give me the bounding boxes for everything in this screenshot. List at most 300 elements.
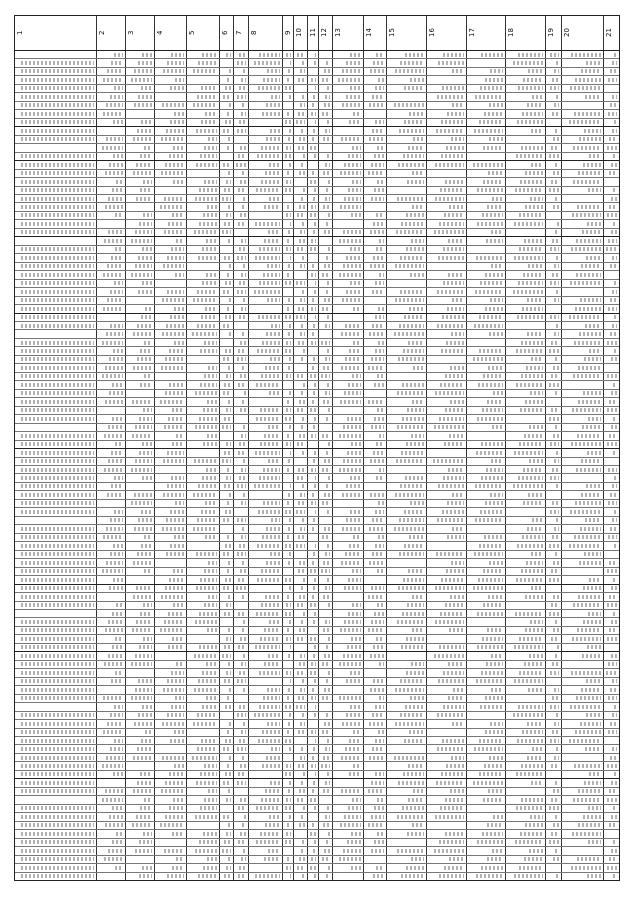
cell-content [555,654,560,658]
cell-content [301,197,305,201]
cell-content [102,569,123,573]
cell-content [314,188,316,192]
cell-content [492,425,504,429]
cell-content [303,612,305,616]
cell-content [21,95,94,99]
cell-content [259,281,280,285]
cell-content [409,112,424,116]
cell-content [350,510,361,514]
cell-content [21,823,94,827]
cell-content [402,612,424,616]
cell-content [351,637,361,641]
cell-content [407,408,424,412]
cell-content [302,61,305,65]
cell-content [265,595,280,599]
cell-content [394,103,424,107]
cell-content [298,146,306,150]
cell-content [322,112,331,116]
row-divider [15,550,619,551]
cell-content [312,400,316,404]
cell-content [104,662,123,666]
cell-content [612,713,617,717]
row-divider [15,728,619,729]
cell-content [315,772,316,776]
cell-content [270,552,280,556]
cell-content [266,332,280,336]
row-divider [15,770,619,771]
cell-content [371,849,385,853]
cell-content [141,86,152,90]
cell-content [611,849,617,853]
cell-content [371,197,385,201]
cell-content [377,374,384,378]
cell-content [206,662,216,666]
cell-content [444,213,464,217]
cell-content [161,366,184,370]
cell-content [167,61,184,65]
cell-content [21,857,94,861]
cell-content [322,857,330,861]
cell-content [479,315,503,319]
cell-content [222,849,231,853]
cell-content [227,764,232,768]
cell-content [199,645,217,649]
cell-content [299,628,305,632]
cell-content [203,832,217,836]
cell-content [570,281,601,285]
cell-content [205,307,217,311]
cell-content [439,222,464,226]
cell-content [327,154,331,158]
cell-content [589,772,601,776]
cell-content [611,620,617,624]
cell-content [140,806,152,810]
cell-content [225,578,232,582]
cell-content [342,69,361,73]
cell-content [312,264,316,268]
cell-content [347,645,361,649]
cell-content [172,213,184,217]
row-divider [15,846,619,847]
cell-content [444,442,464,446]
cell-content [583,586,600,590]
cell-content [576,239,600,243]
cell-content [570,705,601,709]
cell-content [342,298,361,302]
cell-content [264,857,280,861]
cell-content [299,823,305,827]
cell-content [223,518,231,522]
cell-content [325,129,330,133]
cell-content [582,654,601,658]
cell-content [21,789,94,793]
cell-content [208,137,216,141]
cell-content [403,772,424,776]
cell-content [582,425,601,429]
cell-content [228,789,231,793]
row-divider [15,101,619,102]
cell-content [239,120,246,124]
cell-content [442,315,464,319]
cell-content [315,705,316,709]
cell-content [588,806,600,810]
cell-content [449,628,463,632]
cell-content [167,874,184,878]
cell-content [339,662,361,666]
cell-content [376,213,384,217]
cell-content [266,103,279,107]
cell-content [238,451,246,455]
cell-content [169,154,184,158]
cell-content [103,112,123,116]
cell-content [609,205,617,209]
cell-content [116,180,123,184]
cell-content [400,679,424,683]
cell-content [589,154,601,158]
cell-content [322,78,330,82]
cell-content [315,476,316,480]
cell-content [288,230,290,234]
row-divider [15,228,619,229]
cell-content [268,425,279,429]
cell-content [138,61,152,65]
cell-content [113,349,123,353]
cell-content [290,679,291,683]
column-number: 16 [428,28,437,38]
cell-content [408,798,424,802]
cell-content [239,544,246,548]
cell-content [400,61,424,65]
cell-content [290,874,291,878]
cell-content [166,518,184,522]
cell-content [413,366,424,370]
cell-content [397,815,424,819]
cell-content [175,78,185,82]
cell-content [21,112,94,116]
cell-content [239,247,245,251]
cell-content [131,696,152,700]
cell-content [313,391,316,395]
cell-content [576,696,601,700]
cell-content [287,535,291,539]
cell-content [21,290,94,294]
cell-content [111,484,123,488]
cell-content [346,61,361,65]
cell-content [327,349,331,353]
cell-content [113,772,123,776]
row-divider [15,634,619,635]
cell-content [451,756,463,760]
cell-content [271,747,280,751]
cell-content [315,510,316,514]
cell-content [371,815,384,819]
cell-content [550,739,560,743]
row-divider [15,169,619,170]
cell-content [165,586,184,590]
cell-content [223,747,231,751]
cell-content [485,307,504,311]
cell-content [300,722,305,726]
cell-content [436,781,464,785]
row-divider [15,719,619,720]
cell-content [205,112,217,116]
cell-content [611,163,617,167]
cell-content [310,637,316,641]
cell-content [405,705,424,709]
row-divider [15,499,619,500]
cell-content [193,103,217,107]
cell-content [449,205,463,209]
cell-content [238,188,246,192]
cell-content [223,163,231,167]
cell-content [228,239,232,243]
cell-content [237,747,246,751]
cell-content [21,451,94,455]
cell-content [238,874,246,878]
cell-content [239,476,245,480]
cell-content [310,180,316,184]
row-divider [15,152,619,153]
cell-content [303,772,305,776]
cell-content [110,518,123,522]
cell-content [482,408,503,412]
cell-content [552,696,559,700]
cell-content [370,459,384,463]
cell-content [554,459,559,463]
cell-content [269,620,280,624]
cell-content [163,69,185,73]
cell-content [476,874,503,878]
cell-content [608,662,617,666]
cell-content [372,518,384,522]
cell-content [374,806,384,810]
cell-content [242,366,246,370]
cell-content [131,468,152,472]
cell-content [21,315,94,319]
cell-content [375,544,385,548]
cell-content [208,366,217,370]
cell-content [400,256,424,260]
cell-content [528,493,543,497]
cell-content [529,654,543,658]
cell-content [106,332,123,336]
cell-content [227,501,231,505]
cell-content [487,205,503,209]
cell-content [375,315,384,319]
cell-content [199,188,216,192]
column-number: 14 [364,28,373,38]
cell-content [587,874,601,878]
cell-content [609,789,617,793]
cell-content [135,849,151,853]
cell-content [263,696,280,700]
cell-content [296,544,305,548]
cell-content [21,180,94,184]
cell-content [259,247,280,251]
cell-content [115,213,123,217]
cell-content [525,205,543,209]
cell-content [573,180,601,184]
cell-content [237,679,245,683]
cell-content [192,756,216,760]
column-number: 3 [126,30,135,36]
cell-content [21,341,94,345]
cell-content [258,315,280,319]
cell-content [397,197,424,201]
cell-content [21,561,94,565]
cell-content [313,586,316,590]
row-divider [15,406,619,407]
cell-content [228,628,231,632]
row-divider [15,440,619,441]
cell-content [578,171,601,175]
cell-content [588,840,601,844]
cell-content [227,468,231,472]
cell-content [612,95,617,99]
cell-content [395,69,424,73]
cell-content [227,535,231,539]
cell-content [339,434,361,438]
cell-content [532,518,543,522]
cell-content [343,459,361,463]
cell-content [315,281,316,285]
cell-content [408,764,424,768]
cell-content [109,163,123,167]
cell-content [114,281,123,285]
cell-content [373,222,384,226]
cell-content [477,222,504,226]
cell-content [289,781,291,785]
cell-content [587,222,601,226]
cell-content [325,781,330,785]
cell-content [328,866,330,870]
column-number: 1 [16,30,24,36]
cell-content [410,696,424,700]
cell-content [224,484,232,488]
cell-content [514,256,544,260]
cell-content [289,620,291,624]
cell-content [300,103,305,107]
row-divider [15,533,619,534]
cell-content [313,620,316,624]
cell-content [586,713,601,717]
cell-content [243,264,246,268]
cell-content [193,527,217,531]
cell-content [164,620,184,624]
cell-content [311,434,316,438]
cell-content [376,476,385,480]
cell-content [440,383,464,387]
row-divider [15,744,619,745]
cell-content [473,357,503,361]
cell-content [223,324,231,328]
cell-content [345,357,361,361]
cell-content [254,290,280,294]
cell-content [229,332,232,336]
cell-content [268,849,279,853]
cell-content [196,163,217,167]
cell-content [301,391,305,395]
cell-content [163,264,184,268]
cell-content [516,806,544,810]
cell-content [584,357,601,361]
cell-content [519,247,543,251]
cell-content [297,442,305,446]
cell-content [572,408,601,412]
cell-content [265,171,280,175]
cell-content [224,645,231,649]
cell-content [285,544,291,548]
cell-content [575,78,601,82]
cell-content [176,857,184,861]
cell-content [262,112,280,116]
cell-content [437,290,463,294]
cell-content [526,561,543,565]
cell-content [487,628,503,632]
cell-content [614,772,617,776]
cell-content [21,832,94,836]
cell-content [573,374,601,378]
cell-content [102,374,123,378]
row-divider [15,787,619,788]
cell-content [555,620,559,624]
cell-content [344,197,361,201]
cell-content [108,459,123,463]
cell-content [241,730,246,734]
cell-content [285,281,290,285]
cell-content [556,61,559,65]
cell-content [285,315,290,319]
cell-content [374,383,384,387]
cell-content [477,645,504,649]
cell-content [134,527,152,531]
cell-content [301,357,305,361]
cell-content [173,180,185,184]
cell-content [225,739,231,743]
cell-content [582,230,601,234]
cell-content [446,569,464,573]
cell-content [21,137,94,141]
cell-content [285,739,290,743]
cell-content [224,222,231,226]
cell-content [350,53,361,57]
cell-content [138,256,151,260]
row-divider [15,355,619,356]
cell-content [488,171,504,175]
cell-content [488,789,503,793]
cell-content [229,722,231,726]
cell-content [262,535,280,539]
cell-content [440,612,464,616]
cell-content [550,247,559,251]
cell-content [403,578,424,582]
cell-content [518,476,543,480]
row-divider [15,795,619,796]
cell-content [443,281,464,285]
cell-content [578,823,601,827]
cell-content [168,645,184,649]
cell-content [239,281,246,285]
cell-content [614,120,617,124]
cell-content [115,637,123,641]
cell-content [554,722,559,726]
cell-content [435,197,464,201]
cell-content [611,197,617,201]
cell-content [310,603,316,607]
cell-content [167,679,184,683]
cell-content [21,849,94,853]
cell-content [609,171,617,175]
